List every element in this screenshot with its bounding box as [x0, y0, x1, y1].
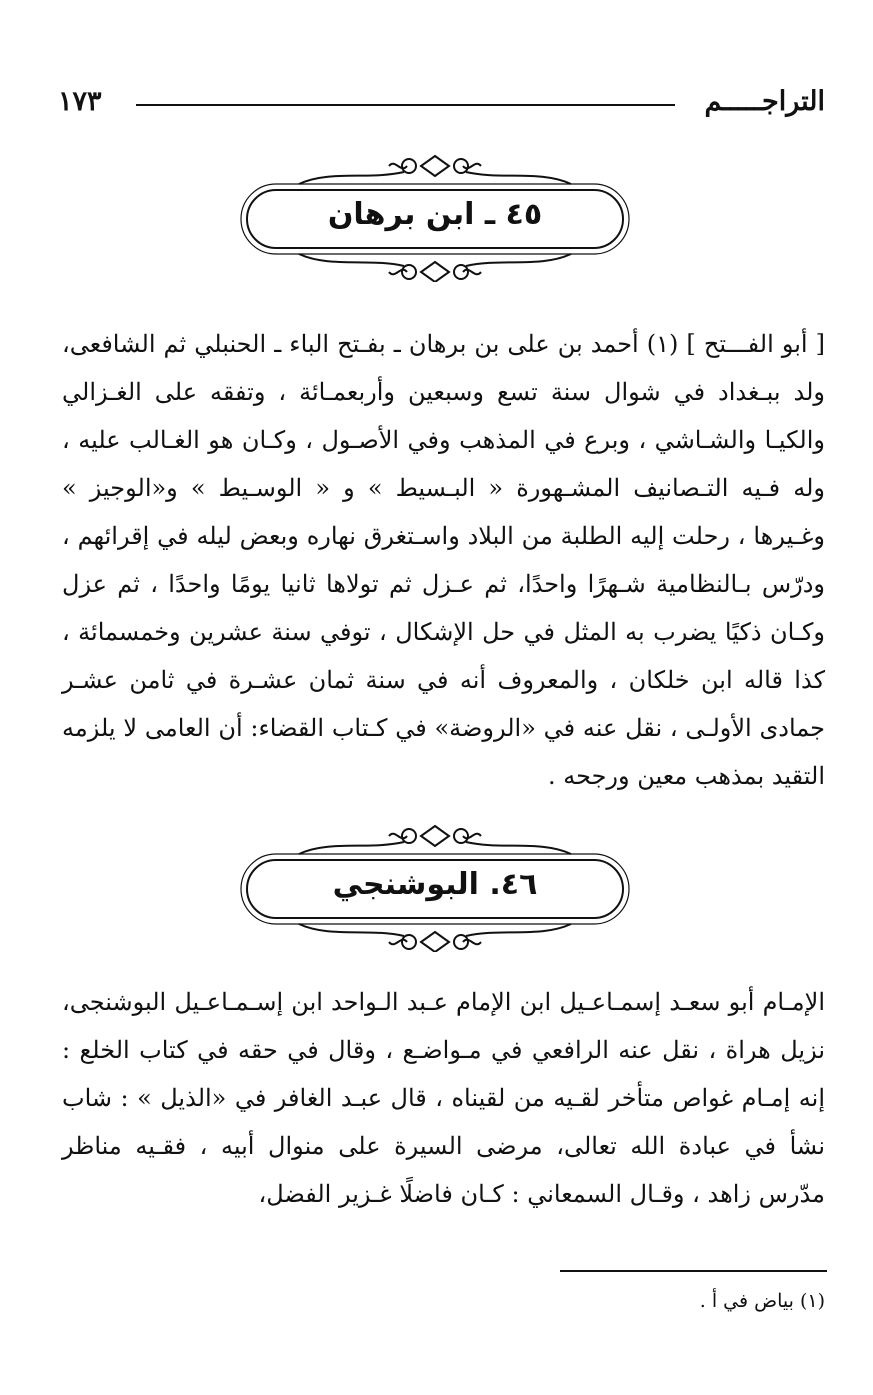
entry-paragraph: [ أبو الفـــتح ] (١) أحمد بن على بن برهان ـ بفـتح الباء ـ الحنبلي ثم الشافعى، ولد ببـغداد في شوال سنة تسع وسبعين وأربعمـائة ، وتفقه على الغـزالي والكيـا والشـاشي ، وبرع في المذهب وفي الأصـول ، وكـان هو الغـالب عليه ، وله فـيه التـصانيف المشـهورة « البـسيط » و « الوسـيط » و«الوجيز » وغـيرها ، رحلت إليه الطلبة من البلاد واسـتغرق نهاره وبعض ليله في إقرائهم ، ودرّس بـالنظامية شـهرًا واحدًا، ثم عـزل ثم تولاها ثانيا يومًا واحدًا ، ثم عزل وكـان ذكيًا يضرب به المثل في حل الإشكال ، توفي سنة عشرين وخمسمائة ، كذا قاله ابن خلكان ، والمعروف أنه في سنة ثمان عشـرة في ثامن عشـر جمادى الأولـى ، نقل عنه في «الروضة» في كـتاب القضاء: أن العامى لا يلزمه التقيد بمذهب معين ورجحه .: [62, 330, 826, 790]
entry-heading: ٤٦. البوشنجي: [332, 867, 538, 902]
running-title: التراجـــــم: [704, 86, 825, 117]
entry-heading-frame: [239, 822, 631, 952]
entry-heading-frame: [239, 152, 631, 282]
entry-heading: ٤٥ ـ ابن برهان: [327, 197, 543, 232]
footnote: (١) بياض في أ .: [699, 1290, 825, 1312]
page-number: ١٧٣: [58, 86, 102, 117]
entry-paragraph: الإمـام أبو سعـد إسمـاعـيل ابن الإمام عـبد الـواحد ابن إسـمـاعـيل البوشنجى، نزيل هراة ، نقل عنه الرافعي في مـواضـع ، وقال في حقه في كتاب الخلع : إنه إمـام غواص متأخر لقـيه من لقيناه ، قال عبـد الغافر في «الذيل » : شاب نشأ في عبادة الله تعالى، مرضى السيرة على منوال أبيه ، فقـيه مناظر مدّرس زاهد ، وقـال السمعاني : كـان فاضلًا غـزير الفضل،: [62, 988, 825, 1208]
page-header: [58, 86, 825, 126]
header-rule: [136, 104, 675, 106]
footnote-rule: [560, 1270, 827, 1272]
